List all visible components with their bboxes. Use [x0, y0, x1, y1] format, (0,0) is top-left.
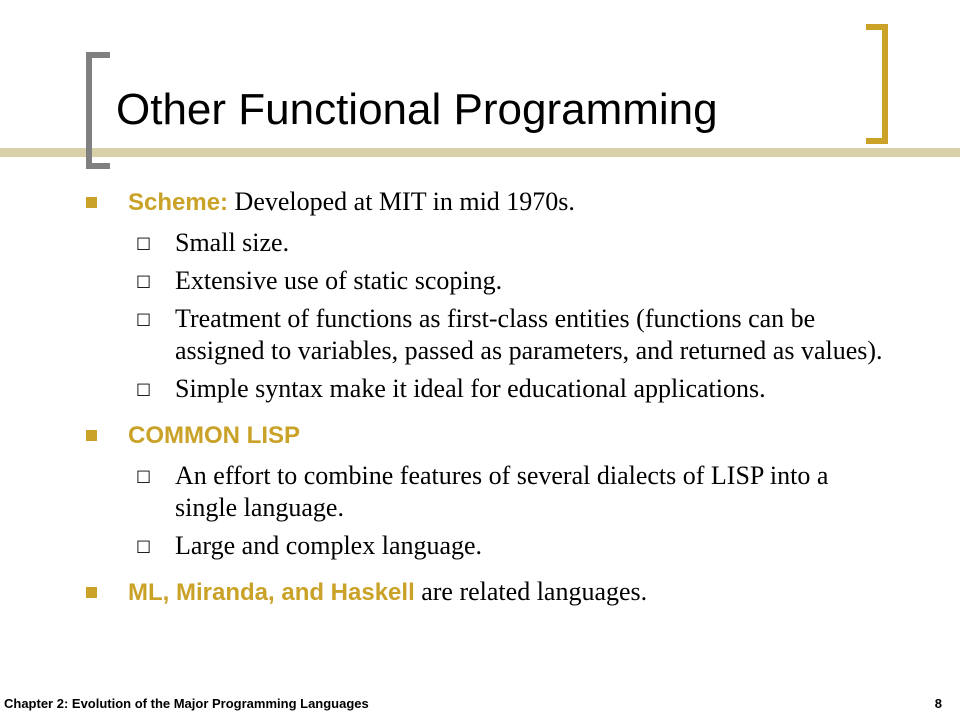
slide-footer	[0, 692, 946, 716]
sub-bullet	[86, 227, 885, 259]
hollow-square-icon: □	[136, 271, 152, 290]
sub-bullet-text: Treatment of functions as first-class entities (functions can be assigned to variables, passed as parameters, and returned as values).	[175, 304, 883, 365]
square-bullet-icon	[86, 587, 97, 598]
left-bracket-decoration	[86, 52, 110, 169]
sub-bullet	[86, 265, 885, 297]
bullet-keyword: ML, Miranda, and Haskell	[128, 579, 415, 606]
sub-bullet-text: Extensive use of static scoping.	[175, 266, 503, 295]
sub-bullet-text: Small size.	[175, 228, 290, 257]
footer-chapter: Chapter 2: Evolution of the Major Programming Languages	[4, 696, 369, 711]
sub-bullet-text: Simple syntax make it ideal for educational applications.	[175, 374, 766, 403]
hollow-square-icon: □	[136, 233, 152, 252]
hollow-square-icon: □	[136, 309, 152, 328]
sub-bullet-text: Large and complex language.	[175, 531, 483, 560]
sub-bullet	[86, 373, 885, 405]
hollow-square-icon: □	[136, 379, 152, 398]
hollow-square-icon: □	[136, 536, 152, 555]
bullet-text: Developed at MIT in mid 1970s.	[228, 187, 575, 216]
sub-bullet-text: An effort to combine features of several dialects of LISP into a single language.	[175, 461, 829, 522]
square-bullet-icon	[86, 197, 97, 208]
bullet-common-lisp	[86, 419, 906, 452]
sub-bullet	[86, 303, 885, 367]
sub-bullet	[86, 530, 885, 562]
bullet-keyword: COMMON LISP	[128, 422, 300, 449]
hollow-square-icon: □	[136, 466, 152, 485]
sub-bullet	[86, 460, 885, 524]
bullet-scheme	[86, 186, 906, 219]
bullet-ml-miranda-haskell	[86, 576, 906, 609]
bullet-text: are related languages.	[414, 577, 648, 606]
bullet-keyword: Scheme:	[128, 189, 229, 216]
right-bracket-decoration	[866, 24, 888, 144]
slide-body	[86, 186, 906, 625]
title-underline-band	[0, 148, 960, 157]
slide-title: Other Functional Programming	[116, 85, 718, 134]
square-bullet-icon	[86, 430, 97, 441]
page-number: 8	[934, 696, 942, 711]
